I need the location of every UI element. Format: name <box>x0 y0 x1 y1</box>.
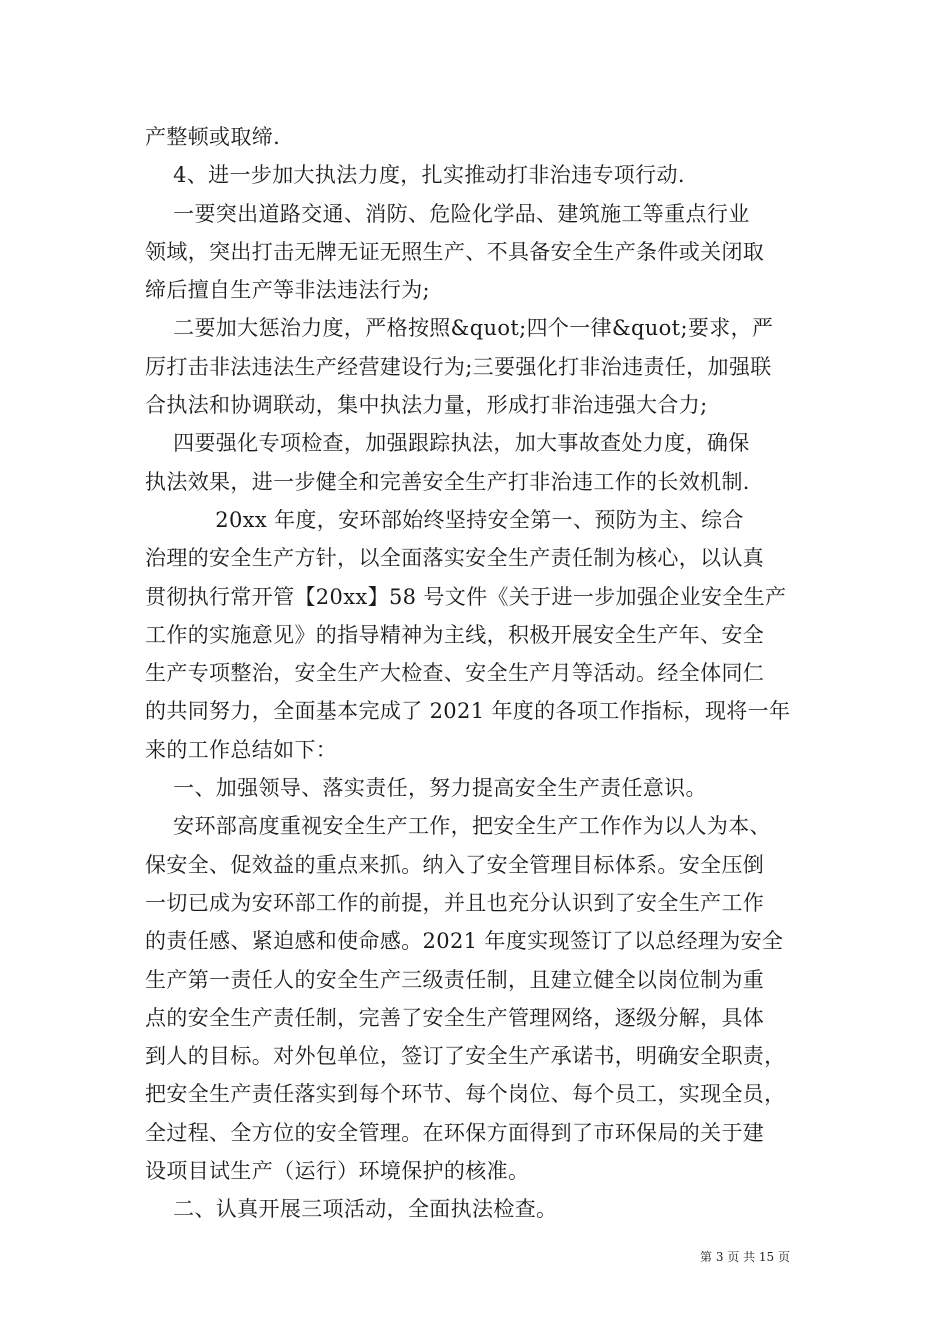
text-line: 一、加强领导、落实责任，努力提高安全生产责任意识。 <box>145 776 707 801</box>
text-line: 领域，突出打击无牌无证无照生产、不具备安全生产条件或关闭取 <box>145 239 765 264</box>
text-line: 生产专项整治，安全生产大检查、安全生产月等活动。经全体同仁 <box>145 661 765 686</box>
text-line: 缔后擅自生产等非法违法行为; <box>145 278 430 303</box>
text-line: 安环部高度重视安全生产工作，把安全生产工作作为以人为本、 <box>145 814 771 839</box>
text-line: 治理的安全生产方针，以全面落实安全生产责任制为核心，以认真 <box>145 546 765 571</box>
text-line: 二要加大惩治力度，严格按照&quot;四个一律&quot;要求，严 <box>145 316 774 341</box>
text-line: 生产第一责任人的安全生产三级责任制，且建立健全以岗位制为重 <box>145 967 765 992</box>
text-line: 的共同努力，全面基本完成了 2021 年度的各项工作指标，现将一年 <box>145 699 791 724</box>
page-number-footer: 第 3 页 共 15 页 <box>700 1250 790 1264</box>
text-line: 设项目试生产（运行）环境保护的核准。 <box>145 1159 530 1184</box>
text-line: 贯彻执行常开管【20xx】58 号文件《关于进一步加强企业安全生产 <box>145 584 787 609</box>
text-line: 20xx 年度，安环部始终坚持安全第一、预防为主、综合 <box>145 507 744 532</box>
text-line: 把安全生产责任落实到每个环节、每个岗位、每个员工，实现全员， <box>145 1082 786 1107</box>
text-line: 4、进一步加大执法力度，扎实推动打非治违专项行动. <box>145 163 685 188</box>
document-body <box>145 118 811 1229</box>
text-line: 执法效果，进一步健全和完善安全生产打非治违工作的长效机制. <box>145 469 750 494</box>
text-line: 保安全、促效益的重点来抓。纳入了安全管理目标体系。安全压倒 <box>145 852 765 877</box>
text-line: 厉打击非法违法生产经营建设行为;三要强化打非治违责任，加强联 <box>145 354 772 379</box>
text-line: 到人的目标。对外包单位，签订了安全生产承诺书，明确安全职责， <box>145 1044 786 1069</box>
text-line: 工作的实施意见》的指导精神为主线，积极开展安全生产年、安全 <box>145 622 765 647</box>
text-line: 产整顿或取缔. <box>145 125 281 149</box>
text-line: 来的工作总结如下： <box>145 737 338 762</box>
text-line: 全过程、全方位的安全管理。在环保方面得到了市环保局的关于建 <box>145 1120 765 1145</box>
text-line: 二、认真开展三项活动，全面执法检查。 <box>145 1197 558 1222</box>
text-line: 一要突出道路交通、消防、危险化学品、建筑施工等重点行业 <box>145 201 750 226</box>
text-line: 点的安全生产责任制，完善了安全生产管理网络，逐级分解，具体 <box>145 1005 765 1030</box>
text-line: 合执法和协调联动，集中执法力量，形成打非治违强大合力; <box>145 393 708 418</box>
text-line: 的责任感、紧迫感和使命感。2021 年度实现签订了以总经理为安全 <box>145 929 784 954</box>
text-line: 一切已成为安环部工作的前提，并且也充分认识到了安全生产工作 <box>145 890 765 915</box>
text-line: 四要强化专项检查，加强跟踪执法，加大事故查处力度，确保 <box>145 431 750 456</box>
